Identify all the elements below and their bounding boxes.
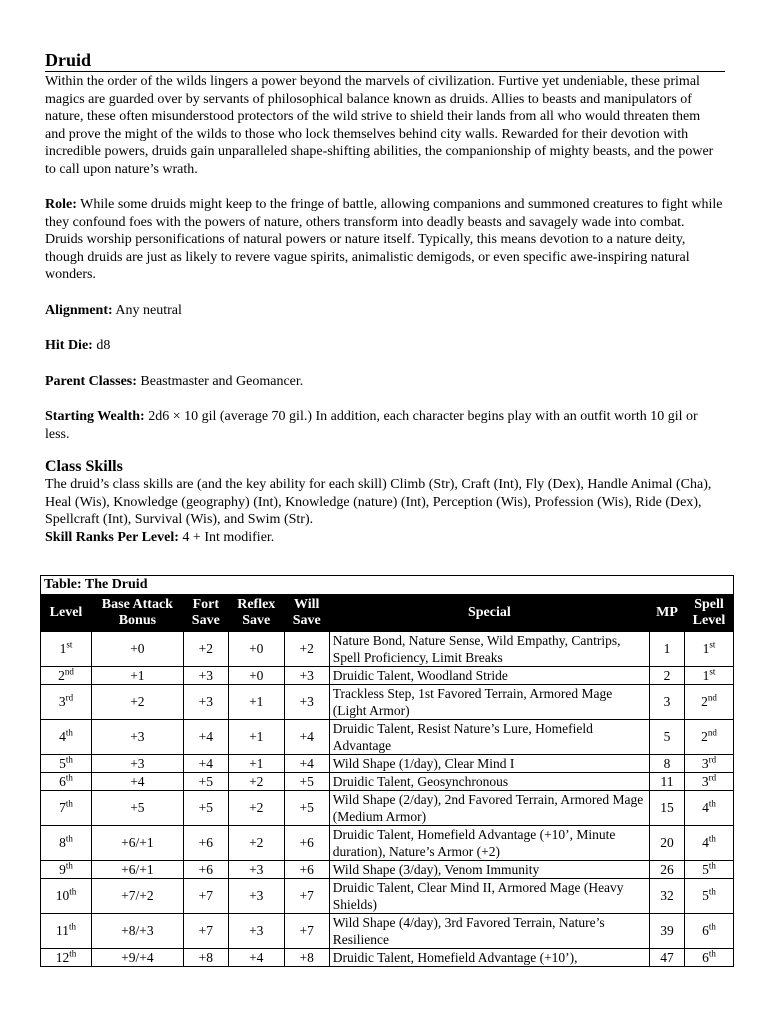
level-cell: 12th: [41, 949, 92, 967]
intro-paragraph: Within the order of the wilds lingers a power beyond the marvels of civilization. Furtive yet undeniable, these primal magics are guarded over by servants of philosophical balance known as druids. Allies to beasts and manipulators of nature, these often misunderstood protectors of the wild strive to shield their lands from all who would threaten them and prove the might of the wilds to those who lock themselves behind city walls. Rewarded for their devotion with incredible powers, druids gain unparalleled shape-shifting abilities, the companionship of mighty beasts, and the power to call upon nature’s wrath.: [45, 74, 714, 177]
special-cell: Wild Shape (1/day), Clear Mind I: [329, 755, 649, 773]
reflex-save-cell: +4: [228, 949, 284, 967]
special-cell: Wild Shape (4/day), 3rd Favored Terrain, Nature’s Resilience: [329, 914, 649, 949]
fort-save-cell: +3: [183, 667, 228, 685]
mp-cell: 1: [650, 632, 685, 667]
spell-level-cell: 4th: [684, 826, 733, 861]
mp-cell: 3: [650, 685, 685, 720]
spell-level-cell: 3rd: [684, 755, 733, 773]
special-cell: Druidic Talent, Resist Nature’s Lure, Homefield Advantage: [329, 720, 649, 755]
fort-save-cell: +5: [183, 773, 228, 791]
starting-wealth-label: Starting Wealth:: [45, 409, 145, 424]
base-attack-bonus-cell: +8/+3: [91, 914, 183, 949]
table-caption: Table: The Druid: [41, 576, 734, 595]
mp-cell: 20: [650, 826, 685, 861]
col-header-spell-level: Spell Level: [684, 595, 733, 632]
role-label: Role:: [45, 197, 77, 212]
will-save-cell: +7: [284, 879, 329, 914]
spell-level-cell: 2nd: [684, 685, 733, 720]
page-title: Druid: [45, 0, 725, 72]
reflex-save-cell: +1: [228, 720, 284, 755]
special-cell: Wild Shape (3/day), Venom Immunity: [329, 861, 649, 879]
spell-level-cell: 4th: [684, 791, 733, 826]
special-cell: Druidic Talent, Homefield Advantage (+10’, Minute duration), Nature’s Armor (+2): [329, 826, 649, 861]
role-paragraph: [45, 196, 723, 284]
parent-classes-label: Parent Classes:: [45, 373, 137, 389]
special-cell: Druidic Talent, Geosynchronous: [329, 773, 649, 791]
col-header-level: Level: [41, 595, 92, 632]
starting-wealth-text: 2d6 × 10 gil (average 70 gil.) In addition, each character begins play with an outfit worth 10 gil or less.: [45, 409, 698, 442]
will-save-cell: +3: [284, 685, 329, 720]
base-attack-bonus-cell: +6/+1: [91, 826, 183, 861]
table-body: [41, 632, 734, 967]
druid-class-table: [40, 575, 734, 967]
reflex-save-cell: +0: [228, 632, 284, 667]
fort-save-cell: +4: [183, 720, 228, 755]
table-row: [41, 914, 734, 949]
level-cell: 8th: [41, 826, 92, 861]
level-cell: 3rd: [41, 685, 92, 720]
base-attack-bonus-cell: +9/+4: [91, 949, 183, 967]
will-save-cell: +8: [284, 949, 329, 967]
class-skills-paragraph: The druid’s class skills are (and the key ability for each skill) Climb (Str), Craft (Int), Fly (Dex), Handle Animal (Cha), Heal (Wis), Knowledge (geography) (Int), Knowledge (nature) (Int), Perception (Wis), Profession (Wis), Ride (Dex), Spellcraft (Int), Survival (Wis), and Swim (Str).: [45, 477, 712, 527]
spell-level-cell: 2nd: [684, 720, 733, 755]
fort-save-cell: +2: [183, 632, 228, 667]
reflex-save-cell: +3: [228, 861, 284, 879]
will-save-cell: +5: [284, 791, 329, 826]
mp-cell: 11: [650, 773, 685, 791]
reflex-save-cell: +3: [228, 879, 284, 914]
base-attack-bonus-cell: +4: [91, 773, 183, 791]
level-cell: 6th: [41, 773, 92, 791]
col-header-reflex-save: Reflex Save: [228, 595, 284, 632]
level-cell: 9th: [41, 861, 92, 879]
spell-level-cell: 1st: [684, 667, 733, 685]
col-header-fort-save: Fort Save: [183, 595, 228, 632]
base-attack-bonus-cell: +3: [91, 720, 183, 755]
special-cell: Druidic Talent, Woodland Stride: [329, 667, 649, 685]
class-skills-heading: Class Skills: [45, 458, 123, 475]
mp-cell: 39: [650, 914, 685, 949]
reflex-save-cell: +0: [228, 667, 284, 685]
will-save-cell: +7: [284, 914, 329, 949]
spell-level-cell: 3rd: [684, 773, 733, 791]
col-header-base-attack-bonus: Base Attack Bonus: [91, 595, 183, 632]
base-attack-bonus-cell: +5: [91, 791, 183, 826]
will-save-cell: +4: [284, 720, 329, 755]
reflex-save-cell: +1: [228, 755, 284, 773]
skill-ranks-paragraph: [45, 529, 723, 547]
fort-save-cell: +6: [183, 826, 228, 861]
special-cell: Nature Bond, Nature Sense, Wild Empathy, Cantrips, Spell Proficiency, Limit Breaks: [329, 632, 649, 667]
alignment-label: Alignment:: [45, 302, 113, 318]
will-save-cell: +5: [284, 773, 329, 791]
mp-cell: 5: [650, 720, 685, 755]
fort-save-cell: +4: [183, 755, 228, 773]
base-attack-bonus-cell: +2: [91, 685, 183, 720]
table-caption-row: [41, 576, 734, 595]
hit-die-paragraph: [45, 337, 723, 355]
starting-wealth-paragraph: [45, 408, 723, 443]
mp-cell: 32: [650, 879, 685, 914]
level-cell: 11th: [41, 914, 92, 949]
table-row: [41, 685, 734, 720]
mp-cell: 8: [650, 755, 685, 773]
table-row: [41, 826, 734, 861]
reflex-save-cell: +2: [228, 826, 284, 861]
special-cell: Druidic Talent, Clear Mind II, Armored Mage (Heavy Shields): [329, 879, 649, 914]
level-cell: 2nd: [41, 667, 92, 685]
role-text: While some druids might keep to the fringe of battle, allowing companions and summoned creatures to fight while they confound foes with the powers of nature, others transform into deadly beasts and savagely wade into combat. Druids worship personifications of natural powers or nature itself. Typically, this means devotion to a nature deity, though druids are just as likely to revere vague spirits, animalistic demigods, or even specific awe-inspiring natural wonders.: [45, 197, 723, 282]
reflex-save-cell: +1: [228, 685, 284, 720]
level-cell: 4th: [41, 720, 92, 755]
fort-save-cell: +6: [183, 861, 228, 879]
mp-cell: 47: [650, 949, 685, 967]
spell-level-cell: 5th: [684, 861, 733, 879]
spell-level-cell: 6th: [684, 949, 733, 967]
base-attack-bonus-cell: +3: [91, 755, 183, 773]
alignment-text: Any neutral: [115, 302, 182, 318]
mp-cell: 15: [650, 791, 685, 826]
spell-level-cell: 5th: [684, 879, 733, 914]
hit-die-text: d8: [96, 338, 111, 353]
level-cell: 10th: [41, 879, 92, 914]
fort-save-cell: +7: [183, 879, 228, 914]
parent-classes-paragraph: [45, 373, 723, 391]
special-cell: Druidic Talent, Homefield Advantage (+10’),: [329, 949, 649, 967]
skill-ranks-label: Skill Ranks Per Level:: [45, 529, 179, 545]
will-save-cell: +6: [284, 861, 329, 879]
alignment-paragraph: [45, 302, 723, 320]
will-save-cell: +3: [284, 667, 329, 685]
table-row: [41, 773, 734, 791]
mp-cell: 2: [650, 667, 685, 685]
reflex-save-cell: +2: [228, 791, 284, 826]
table-row: [41, 949, 734, 967]
base-attack-bonus-cell: +6/+1: [91, 861, 183, 879]
table-row: [41, 667, 734, 685]
will-save-cell: +4: [284, 755, 329, 773]
base-attack-bonus-cell: +1: [91, 667, 183, 685]
parent-classes-text: Beastmaster and Geomancer.: [140, 373, 304, 389]
spell-level-cell: 1st: [684, 632, 733, 667]
reflex-save-cell: +3: [228, 914, 284, 949]
fort-save-cell: +7: [183, 914, 228, 949]
col-header-special: Special: [329, 595, 649, 632]
will-save-cell: +6: [284, 826, 329, 861]
col-header-mp: MP: [650, 595, 685, 632]
table-row: [41, 720, 734, 755]
special-cell: Trackless Step, 1st Favored Terrain, Armored Mage (Light Armor): [329, 685, 649, 720]
col-header-will-save: Will Save: [284, 595, 329, 632]
table-row: [41, 632, 734, 667]
table-header-row: [41, 595, 734, 632]
mp-cell: 26: [650, 861, 685, 879]
table-row: [41, 755, 734, 773]
level-cell: 7th: [41, 791, 92, 826]
fort-save-cell: +8: [183, 949, 228, 967]
special-cell: Wild Shape (2/day), 2nd Favored Terrain, Armored Mage (Medium Armor): [329, 791, 649, 826]
will-save-cell: +2: [284, 632, 329, 667]
base-attack-bonus-cell: +0: [91, 632, 183, 667]
fort-save-cell: +5: [183, 791, 228, 826]
table-row: [41, 791, 734, 826]
base-attack-bonus-cell: +7/+2: [91, 879, 183, 914]
table-row: [41, 879, 734, 914]
table-row: [41, 861, 734, 879]
skill-ranks-text: 4 + Int modifier.: [182, 529, 275, 545]
level-cell: 5th: [41, 755, 92, 773]
fort-save-cell: +3: [183, 685, 228, 720]
level-cell: 1st: [41, 632, 92, 667]
reflex-save-cell: +2: [228, 773, 284, 791]
spell-level-cell: 6th: [684, 914, 733, 949]
hit-die-label: Hit Die:: [45, 338, 93, 353]
